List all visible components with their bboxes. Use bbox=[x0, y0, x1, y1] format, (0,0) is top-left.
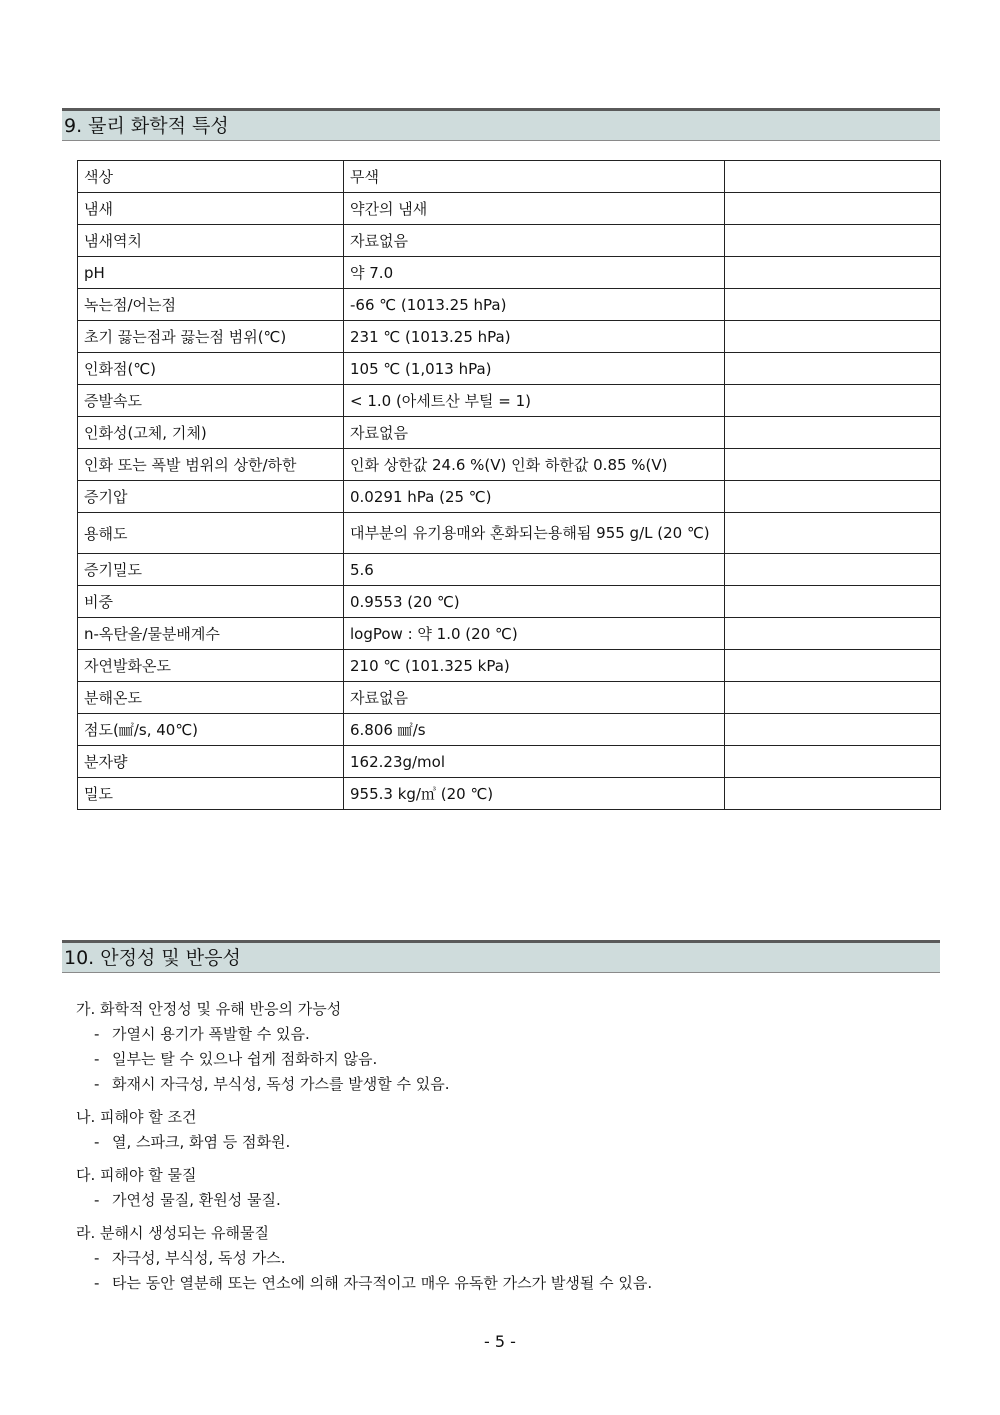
list-item-text: 가연성 물질, 환원성 물질. bbox=[112, 1191, 281, 1209]
property-label: 증발속도 bbox=[78, 385, 344, 417]
property-value: 대부분의 유기용매와 혼화되는용해됨 955 g/L (20 ℃) bbox=[344, 513, 725, 554]
property-value: 인화 상한값 24.6 %(V) 인화 하한값 0.85 %(V) bbox=[344, 449, 725, 481]
list-item bbox=[76, 1072, 940, 1097]
property-extra bbox=[725, 385, 941, 417]
list-item-text: 타는 동안 열분해 또는 연소에 의해 자극적이고 매우 유독한 가스가 발생될 수 있음. bbox=[112, 1274, 653, 1292]
table-row bbox=[78, 161, 941, 193]
list-item bbox=[76, 1047, 940, 1072]
section-9-header bbox=[62, 108, 940, 141]
table-row bbox=[78, 746, 941, 778]
table-row bbox=[78, 257, 941, 289]
table-row bbox=[78, 417, 941, 449]
subsection bbox=[76, 996, 940, 1097]
section-10-header bbox=[62, 940, 940, 973]
subsection bbox=[76, 1162, 940, 1213]
table-row bbox=[78, 650, 941, 682]
stability-reactivity-content bbox=[76, 996, 940, 1303]
property-label: 증기압 bbox=[78, 481, 344, 513]
property-extra bbox=[725, 161, 941, 193]
bullet-dash: - bbox=[94, 1050, 100, 1068]
list-item-text: 화재시 자극성, 부식성, 독성 가스를 발생할 수 있음. bbox=[112, 1075, 450, 1093]
property-value: < 1.0 (아세트산 부틸 = 1) bbox=[344, 385, 725, 417]
property-value: -66 ℃ (1013.25 hPa) bbox=[344, 289, 725, 321]
property-value: 자료없음 bbox=[344, 417, 725, 449]
table-row bbox=[78, 554, 941, 586]
property-label: 분해온도 bbox=[78, 682, 344, 714]
list-item bbox=[76, 1022, 940, 1047]
property-extra bbox=[725, 321, 941, 353]
property-label: n-옥탄올/물분배계수 bbox=[78, 618, 344, 650]
table-row bbox=[78, 193, 941, 225]
property-label: 분자량 bbox=[78, 746, 344, 778]
subsection-title: 나. 피해야 할 조건 bbox=[76, 1108, 197, 1126]
bullet-dash: - bbox=[94, 1274, 100, 1292]
table-row bbox=[78, 385, 941, 417]
list-item bbox=[76, 1246, 940, 1271]
property-value: 162.23g/mol bbox=[344, 746, 725, 778]
table-row bbox=[78, 682, 941, 714]
physical-chemical-properties-table bbox=[77, 160, 941, 810]
property-label: 점도(㎟/s, 40℃) bbox=[78, 714, 344, 746]
property-extra bbox=[725, 225, 941, 257]
property-label: 밀도 bbox=[78, 778, 344, 810]
property-extra bbox=[725, 481, 941, 513]
property-extra bbox=[725, 353, 941, 385]
property-value: 무색 bbox=[344, 161, 725, 193]
bullet-dash: - bbox=[94, 1249, 100, 1267]
subsection bbox=[76, 1104, 940, 1155]
property-value: 210 ℃ (101.325 kPa) bbox=[344, 650, 725, 682]
subsection-title: 라. 분해시 생성되는 유해물질 bbox=[76, 1224, 269, 1242]
table-row bbox=[78, 618, 941, 650]
bullet-dash: - bbox=[94, 1133, 100, 1151]
property-extra bbox=[725, 193, 941, 225]
bullet-dash: - bbox=[94, 1025, 100, 1043]
property-label: pH bbox=[78, 257, 344, 289]
property-value: 약 7.0 bbox=[344, 257, 725, 289]
property-extra bbox=[725, 417, 941, 449]
list-item bbox=[76, 1188, 940, 1213]
property-label: 녹는점/어는점 bbox=[78, 289, 344, 321]
property-label: 비중 bbox=[78, 586, 344, 618]
property-value: 6.806 ㎟/s bbox=[344, 714, 725, 746]
property-extra bbox=[725, 746, 941, 778]
property-extra bbox=[725, 513, 941, 554]
subsection-title: 가. 화학적 안정성 및 유해 반응의 가능성 bbox=[76, 1000, 342, 1018]
property-value: 231 ℃ (1013.25 hPa) bbox=[344, 321, 725, 353]
subsection-title: 다. 피해야 할 물질 bbox=[76, 1166, 197, 1184]
property-label: 인화 또는 폭발 범위의 상한/하한 bbox=[78, 449, 344, 481]
table-row bbox=[78, 289, 941, 321]
bullet-dash: - bbox=[94, 1075, 100, 1093]
property-extra bbox=[725, 289, 941, 321]
list-item-text: 일부는 탈 수 있으나 쉽게 점화하지 않음. bbox=[112, 1050, 378, 1068]
property-label: 인화점(℃) bbox=[78, 353, 344, 385]
property-label: 초기 끓는점과 끓는점 범위(℃) bbox=[78, 321, 344, 353]
table-row bbox=[78, 481, 941, 513]
property-label: 증기밀도 bbox=[78, 554, 344, 586]
property-value: 955.3 kg/㎥ (20 ℃) bbox=[344, 778, 725, 810]
property-extra bbox=[725, 257, 941, 289]
table-row bbox=[78, 321, 941, 353]
table-row bbox=[78, 513, 941, 554]
table-row bbox=[78, 449, 941, 481]
property-value: 자료없음 bbox=[344, 682, 725, 714]
list-item-text: 자극성, 부식성, 독성 가스. bbox=[112, 1249, 286, 1267]
property-label: 용해도 bbox=[78, 513, 344, 554]
bullet-dash: - bbox=[94, 1191, 100, 1209]
property-value: 약간의 냄새 bbox=[344, 193, 725, 225]
property-extra bbox=[725, 554, 941, 586]
list-item-text: 가열시 용기가 폭발할 수 있음. bbox=[112, 1025, 310, 1043]
list-item-text: 열, 스파크, 화염 등 점화원. bbox=[112, 1133, 291, 1151]
property-extra bbox=[725, 650, 941, 682]
property-extra bbox=[725, 618, 941, 650]
property-extra bbox=[725, 778, 941, 810]
property-value: 5.6 bbox=[344, 554, 725, 586]
table-row bbox=[78, 353, 941, 385]
list-item bbox=[76, 1271, 940, 1296]
property-extra bbox=[725, 449, 941, 481]
table-row bbox=[78, 225, 941, 257]
property-label: 냄새역치 bbox=[78, 225, 344, 257]
property-extra bbox=[725, 586, 941, 618]
table-row bbox=[78, 586, 941, 618]
property-extra bbox=[725, 714, 941, 746]
property-label: 자연발화온도 bbox=[78, 650, 344, 682]
property-value: 자료없음 bbox=[344, 225, 725, 257]
list-item bbox=[76, 1130, 940, 1155]
property-label: 인화성(고체, 기체) bbox=[78, 417, 344, 449]
property-label: 색상 bbox=[78, 161, 344, 193]
property-label: 냄새 bbox=[78, 193, 344, 225]
property-value: 0.0291 hPa (25 ℃) bbox=[344, 481, 725, 513]
section-9-title: 9. 물리 화학적 특성 bbox=[64, 115, 229, 137]
table-row bbox=[78, 778, 941, 810]
property-extra bbox=[725, 682, 941, 714]
property-value: 0.9553 (20 ℃) bbox=[344, 586, 725, 618]
table-row bbox=[78, 714, 941, 746]
page-number: - 5 - bbox=[484, 1332, 516, 1351]
section-10-title: 10. 안정성 및 반응성 bbox=[64, 947, 241, 969]
property-value: logPow : 약 1.0 (20 ℃) bbox=[344, 618, 725, 650]
subsection bbox=[76, 1220, 940, 1296]
property-value: 105 ℃ (1,013 hPa) bbox=[344, 353, 725, 385]
